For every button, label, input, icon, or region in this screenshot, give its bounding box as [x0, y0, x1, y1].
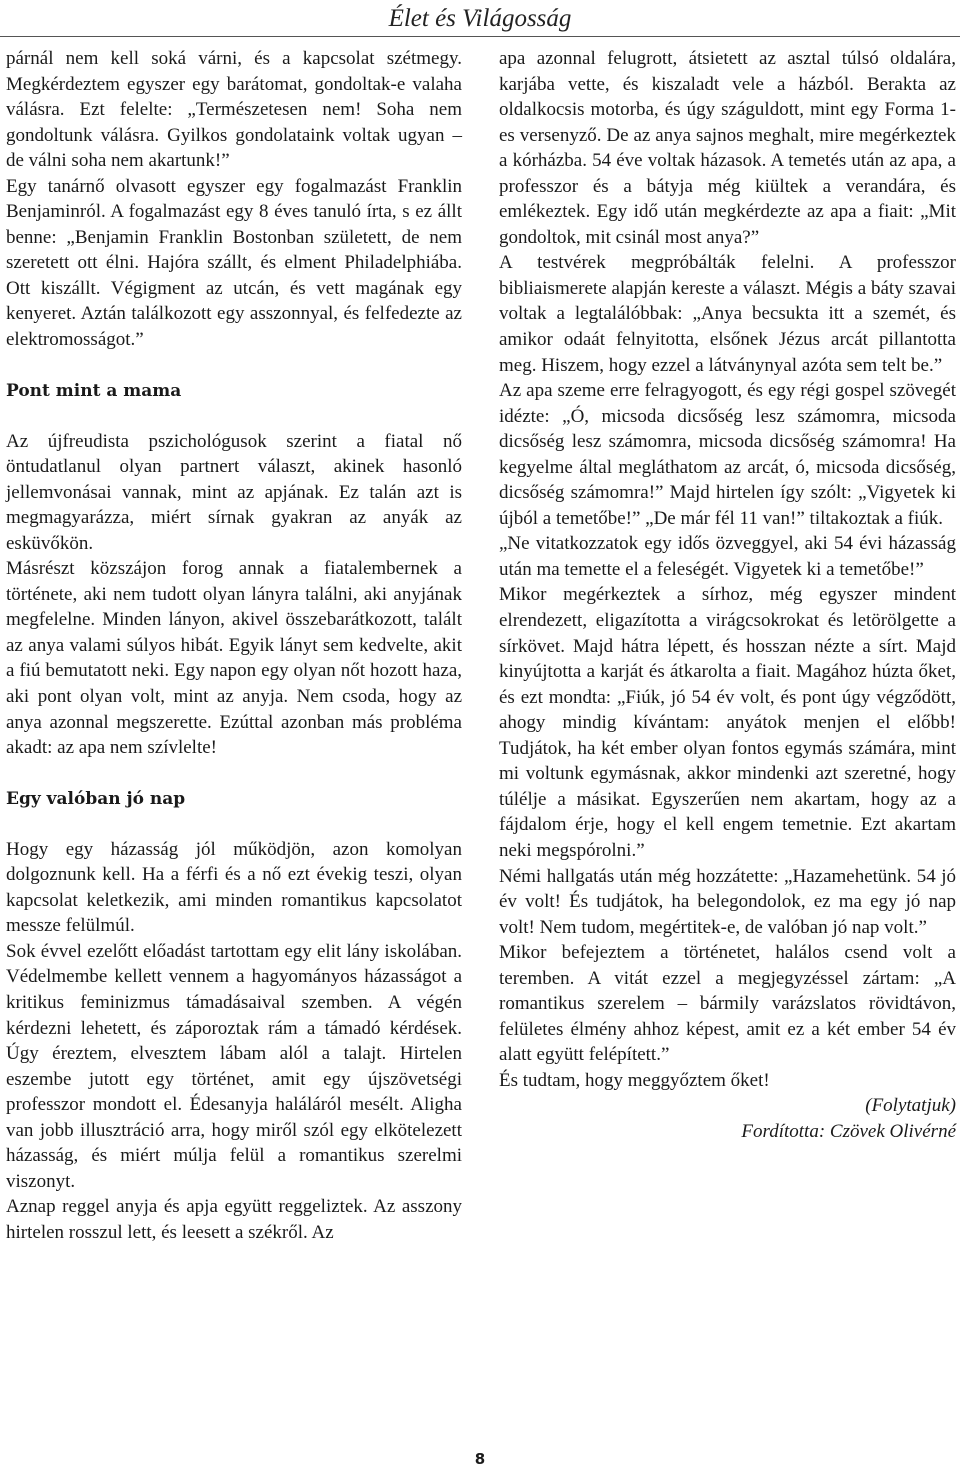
paragraph: Az apa szeme erre felragyogott, és egy régi gospel szövegét idézte: „Ó, micsoda dicsőség lesz számomra, micsoda dicsőség lesz számomra, micsoda dicsőség számomra! Ha kegyelme által megláthatom az arcát, ó, micsoda dicsőség, dicsőség számomra!” Majd hirtelen így szólt: „Vigyetek ki újból a temetőbe!” „De már fél 11 van!” tiltakoztak a fiúk.	[499, 380, 956, 529]
paragraph: És tudtam, hogy meggyőztem őket!	[499, 1069, 770, 1091]
page-number: 8	[474, 1450, 486, 1468]
page-header-title: Élet és Világosság	[388, 5, 572, 32]
continued-note: (Folytatjuk)	[865, 1095, 956, 1117]
paragraph: „Ne vitatkozzatok egy idős özveggyel, aki 54 évi házasság után ma temette el a feleségét. Vigyetek ki a temetőbe!”	[499, 533, 956, 580]
section-heading-egy-valoban-jo-nap: Egy valóban jó nap	[6, 788, 186, 809]
header-divider	[0, 36, 960, 37]
left-column	[6, 46, 462, 1245]
translator-credit: Fordította: Czövek Olivérné	[741, 1120, 956, 1142]
paragraph: Hogy egy házasság jól működjön, azon komolyan dolgoznunk kell. Ha a férfi és a nő ezt évekig teszi, olyan kapcsolat keletkezik, ami minden romantikus kapcsolatot messze felülmúl.	[6, 838, 462, 937]
paragraph: Aznap reggel anyja és apja együtt reggeliztek. Az asszony hirtelen rosszul lett, és leesett a székről. Az	[6, 1196, 462, 1243]
paragraph: Mikor befejeztem a történetet, halálos csend volt a teremben. A vitát ezzel a megjegyzéssel zártam: „A romantikus szerelem – bármily varázslatos rövidtávon, felületes élmény ahhoz képest, amit ez a két ember 54 év alatt együtt felépített.”	[499, 942, 956, 1066]
paragraph: Némi hallgatás után még hozzátette: „Hazamehetünk. 54 jó év volt! És tudjátok, ha belegondolok, ez ma egy jó nap volt! Nem tudom, megértitek-e, de valóban jó nap volt.”	[499, 865, 956, 938]
right-column	[499, 46, 956, 1145]
paragraph: Mikor megérkeztek a sírhoz, még egyszer mindent elrendezett, eligazította a virágcsokrokat és letörölgette a sírkövet. Majd hátra lépett, és hosszan nézte a sírt. Majd kinyújtotta a karját és átkarolta a fiait. Magához húzta őket, és ezt mondta: „Fiúk, jó 54 év volt, és pont úgy végződött, ahogy mindig kívántam: anyátok menjen el előbb! Tudjátok, ha két ember olyan fontos egymás számára, mint mi voltunk egymásnak, akkor mindenki azt szeretné, hogy túlélje a másikat. Egyszerűen nem akartam, hogy az a fájdalom érje, hogy el kell engem temetnie. Ezt akartam neki megspórolni.”	[499, 584, 956, 861]
paragraph: Az újfreudista pszichológusok szerint a fiatal nő öntudatlanul olyan partnert választ, akinek hasonló jellemvonásai vannak, mint az apjának. Ez talán azt is megmagyarázza, miért sírnak gyakran az anyák az esküvőkön.	[6, 430, 462, 554]
paragraph: párnál nem kell soká várni, és a kapcsolat szétmegy. Megkérdeztem egyszer egy barátomat, gondoltak-e valaha válásra. Ezt felelte: „Természetesen nem! Soha nem gondoltunk válásra. Gyilkos gondolataink voltak ugyan – de válni soha nem akartunk!”	[6, 48, 462, 172]
paragraph: apa azonnal felugrott, átsietett az asztal túlsó oldalára, karjába vette, és kiszaladt vele a házból. Berakta az oldalkocsis motorba, és úgy száguldott, mint egy Forma 1-es versenyző. De az anya sajnos meghalt, mire megérkeztek a kórházba. 54 éve voltak házasok. A temetés után az apa, a professzor és a bátyja még kiültek a verandára, és emlékeztek. Egy idő után megkérdezte az apa a fiait: „Mit gondoltok, mit csinál most anya?”	[499, 48, 956, 248]
paragraph: Egy tanárnő olvasott egyszer egy fogalmazást Franklin Benjaminról. A fogalmazást egy 8 éves tanuló írta, s ez állt benne: „Benjamin Franklin Bostonban született, de nem szeretett ott élni. Hajóra szállt, és elment Philadelphiába. Ott kiszállt. Végigment az utcán, és vett magának egy kenyeret. Aztán találkozott egy asszonnyal, és felfedezte az elektromosságot.”	[6, 175, 462, 351]
paragraph: A testvérek megpróbálták felelni. A professzor bibliaismerete alapján kereste a választ. Mégis a báty szavai voltak a legtalálóbbak: „Anya becsukta itt a szemét, és amikor odaát felnyitotta, elsőnek Jézus arcát pillantotta meg. Hiszem, hogy ezzel a látványnyal azóta sem telt be.”	[499, 252, 956, 376]
section-heading-pont-mint-a-mama: Pont mint a mama	[6, 380, 182, 401]
paragraph: Sok évvel ezelőtt előadást tartottam egy elit lány iskolában. Védelmembe kellett vennem a hagyományos házasságot a kritikus feminizmus támadásaival szemben. A végén kérdezni lehetett, és záporoztak rám a támadó kérdések. Úgy éreztem, elvesztem lábam alól a talajt. Hirtelen eszembe jutott egy történet, amit egy újszövetségi professzor mondott el. Édesanyja haláláról mesélt. Aligha van jobb illusztráció arra, hogy miről szól egy elkötelezett házasság, és miért múlja felül a romantikus szerelmi viszonyt.	[6, 940, 462, 1192]
paragraph: Másrészt közszájon forog annak a fiatalembernek a története, aki nem tudott olyan lányra találni, aki anyjának megfelelne. Minden lányon, akivel összebarátkozott, talált az anya valami súlyos hibát. Egyik lányt sem kedvelte, akit a fiú bemutatott neki. Egy napon egy olyan nőt hozott haza, aki pont olyan volt, mint az anyja. Nem csoda, hogy az anya azonnal megszerette. Ezúttal azonban más probléma akadt: az apa nem szívlelte!	[6, 558, 462, 759]
